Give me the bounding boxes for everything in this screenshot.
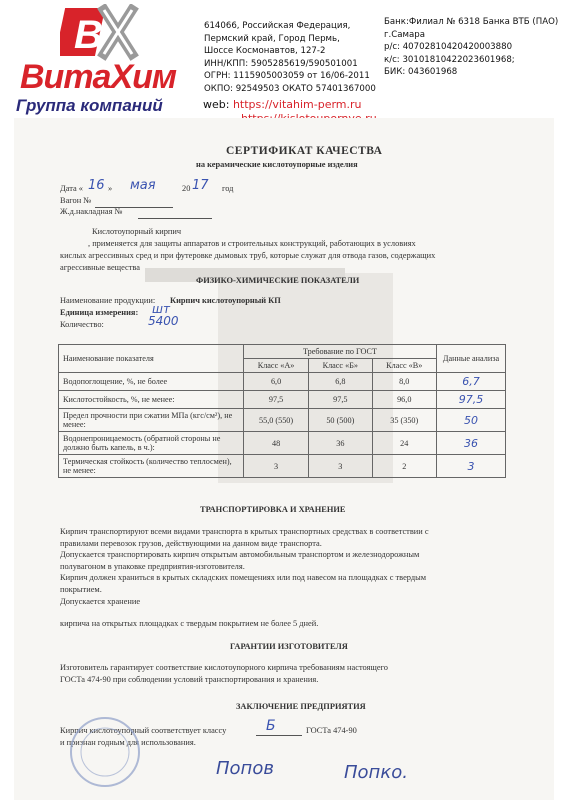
requisite-line: ОКПО: 92549503 ОКАТО 57401367000 <box>204 83 376 94</box>
conclusion-suffix: ГОСТа 474-90 <box>306 726 357 735</box>
table-header-row <box>59 345 506 359</box>
web-label: web: <box>203 98 230 111</box>
transport-line: Кирпич должен храниться в крытых складских помещениях или под навесом на площадках с твердым <box>60 573 427 583</box>
company-stamp-icon <box>60 710 150 790</box>
col-header-analysis: Данные анализа <box>437 345 506 373</box>
certificate-title: СЕРТИФИКАТ КАЧЕСТВА <box>226 145 383 157</box>
warranty-line: Изготовитель гарантирует соответствие кислотоупорного кирпича требованиям настоящего <box>60 663 388 672</box>
company-logo <box>8 4 208 119</box>
conclusion-title: ЗАКЛЮЧЕНИЕ ПРЕДПРИЯТИЯ <box>236 702 366 711</box>
transport-title: ТРАНСПОРТИРОВКА И ХРАНЕНИЕ <box>200 505 346 514</box>
class-v-value: 24 <box>372 432 437 455</box>
col-header-class-a: Класс «А» <box>244 359 309 373</box>
transport-text <box>60 526 429 607</box>
signature-2: Попко. <box>344 762 408 783</box>
gost-requirements-table <box>58 344 506 478</box>
requisite-line: ОГРН: 1115905003059 от 16/06-2011 <box>204 71 370 82</box>
date-mid: » <box>108 184 113 193</box>
row-name: Термическая стойкость (количество теплосмен), не менее: <box>59 455 244 478</box>
unit-label: Единица измерения: <box>60 308 139 317</box>
analysis-value: 6,7 <box>437 373 506 391</box>
analysis-value: 50 <box>437 409 506 432</box>
requisite-line: ИНН/КПП: 5905285619/590501001 <box>204 58 358 69</box>
product-desc-line: агрессивные вещества <box>60 263 140 272</box>
date-day: 16 <box>88 178 105 193</box>
requisite-line: к/с: 30101810422023601968; <box>384 54 515 65</box>
date-month: мая <box>130 178 156 193</box>
date-label: Дата « <box>60 184 83 193</box>
conclusion-class: Б <box>266 718 276 734</box>
date-year: 17 <box>192 178 209 193</box>
transport-line: полувагоном в упаковке предприятия-изготовителя. <box>60 561 245 571</box>
product-name-label: Наименование продукции: <box>60 296 156 305</box>
railway-label: Ж.д.накладная № <box>60 207 123 216</box>
class-b-value: 50 (500) <box>309 409 372 432</box>
date-suffix: год <box>222 184 234 193</box>
svg-text:В: В <box>74 13 103 57</box>
brand-name: ВитаХим <box>20 58 177 96</box>
transport-line: покрытием. <box>60 584 102 594</box>
requisite-line: г.Самара <box>384 29 425 40</box>
analysis-value: 36 <box>437 432 506 455</box>
class-v-value: 35 (350) <box>372 409 437 432</box>
warranty-title: ГАРАНТИИ ИЗГОТОВИТЕЛЯ <box>230 642 348 651</box>
col-header-class-v: Класс «В» <box>372 359 437 373</box>
table-row <box>59 409 506 432</box>
transport-line: Кирпич транспортируют всеми видами транспорта в крытых транспортных средствах в соответствии с <box>60 527 429 536</box>
warranty-line: ГОСТа 474-90 при соблюдении условий транспортирования и хранения. <box>60 674 319 684</box>
col-header-class-b: Класс «Б» <box>309 359 372 373</box>
qty-value: 5400 <box>148 314 179 328</box>
class-b-value: 3 <box>309 455 372 478</box>
product-intro: Кислотоупорный кирпич <box>92 227 182 236</box>
requisites-right <box>384 16 558 79</box>
transport-line: правилами перевозок грузов, действующими на данном виде транспорта. <box>60 538 322 548</box>
class-a-value: 55,0 (550) <box>244 409 309 432</box>
class-b-value: 36 <box>309 432 372 455</box>
table-row <box>59 391 506 409</box>
certificate-subtitle: на керамические кислотоупорные изделия <box>196 160 358 169</box>
requisite-line: 614066, Российская Федерация, <box>204 21 351 31</box>
class-v-value: 96,0 <box>372 391 437 409</box>
brand-subtitle: Группа компаний <box>16 96 163 115</box>
requisite-line: Банк:Филиал № 6318 Банка ВТБ (ПАО) <box>384 17 559 27</box>
table-row <box>59 432 506 455</box>
table-row <box>59 373 506 391</box>
vitahim-logo-mark-icon <box>60 4 140 62</box>
transport-line: Допускается хранение <box>60 596 141 606</box>
requisites-left <box>204 20 376 96</box>
analysis-value: 3 <box>437 455 506 478</box>
requisite-line: Пермский край, Город Пермь, <box>204 33 340 44</box>
analysis-value: 97,5 <box>437 391 506 409</box>
row-name: Водопоглощение, %, не более <box>59 373 244 391</box>
class-b-value: 6,8 <box>309 373 372 391</box>
transport-line: кирпича на открытых площадках с твердым покрытием не более 5 дней. <box>60 619 319 628</box>
qty-label: Количество: <box>60 320 104 329</box>
transport-line: Допускается транспортировать кирпич открытым автомобильным транспортом и железнодорожным <box>60 550 420 560</box>
col-header-requirement: Требование по ГОСТ <box>244 345 437 359</box>
conclusion-prefix: Кирпич кислотоупорный соответствует классу <box>60 726 227 735</box>
class-a-value: 48 <box>244 432 309 455</box>
requisite-line: р/с: 40702810420420003880 <box>384 42 513 53</box>
class-v-value: 8,0 <box>372 373 437 391</box>
row-name: Водонепроницаемость (обратной стороны не должно быть капель, в ч.): <box>59 432 244 455</box>
wagon-label: Вагон № <box>60 196 92 205</box>
conclusion-line2: и признан годным для использования. <box>60 738 196 747</box>
class-a-value: 97,5 <box>244 391 309 409</box>
product-name-value: Кирпич кислотоупорный КП <box>170 296 281 305</box>
product-desc-line: , применяется для защиты аппаратов и строительных конструкций, работающих в условиях <box>88 239 416 248</box>
row-name: Кислотостойкость, %, не менее: <box>59 391 244 409</box>
requisite-line: БИК: 043601968 <box>384 67 458 78</box>
class-a-value: 3 <box>244 455 309 478</box>
col-header-indicator: Наименование показателя <box>59 345 244 373</box>
unit-value: шт <box>152 302 170 316</box>
warranty-text <box>60 662 388 685</box>
railway-line <box>138 218 212 219</box>
class-b-value: 97,5 <box>309 391 372 409</box>
physchem-title: ФИЗИКО-ХИМИЧЕСКИЕ ПОКАЗАТЕЛИ <box>196 276 360 285</box>
row-name: Предел прочности при сжатии МПа (кгс/см²), не менее: <box>59 409 244 432</box>
requisite-line: Шоссе Космонавтов, 127-2 <box>204 46 326 57</box>
signature-1: Попов <box>216 758 274 779</box>
conclusion-class-line <box>256 735 302 736</box>
date-year-prefix: 20 <box>182 184 191 193</box>
product-desc-line: кислых агрессивных сред и при футеровке дымовых труб, которые служат для отвода газов, содержащих <box>60 251 436 260</box>
class-v-value: 2 <box>372 455 437 478</box>
class-a-value: 6,0 <box>244 373 309 391</box>
link-vitahim[interactable]: https://vitahim-perm.ru <box>232 98 362 111</box>
table-row <box>59 455 506 478</box>
